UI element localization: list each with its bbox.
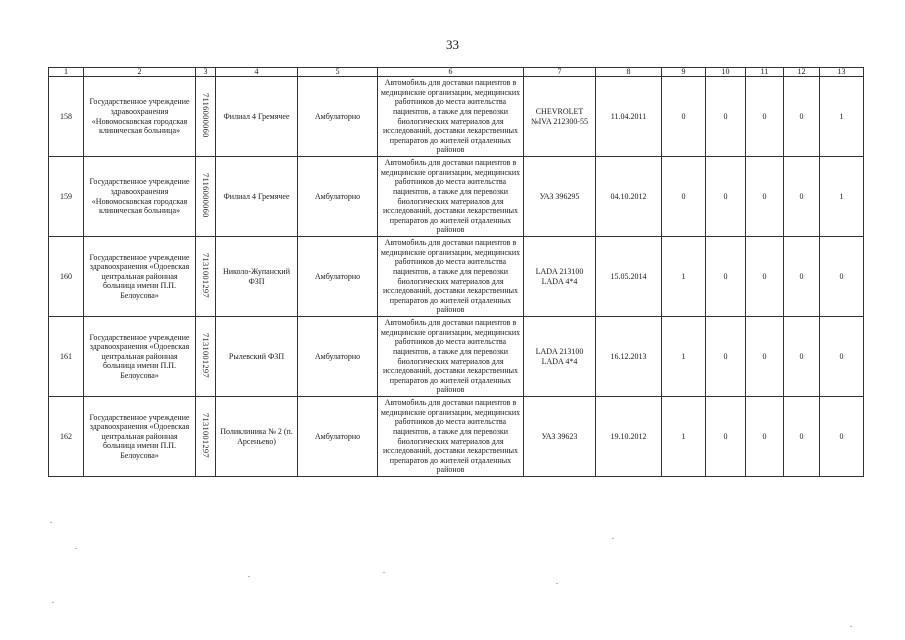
care-type: Амбулаторно bbox=[298, 397, 378, 477]
registration-date: 15.05.2014 bbox=[596, 237, 662, 317]
column-header: 10 bbox=[706, 68, 746, 77]
organization-name: Государственное учреждение здравоохранения «Новомосковская городская клиническая больница» bbox=[84, 157, 196, 237]
count-cell: 0 bbox=[820, 397, 864, 477]
column-header: 2 bbox=[84, 68, 196, 77]
table-row bbox=[49, 237, 864, 317]
column-header: 9 bbox=[662, 68, 706, 77]
count-cell: 0 bbox=[706, 397, 746, 477]
scan-speck bbox=[850, 626, 852, 627]
vehicle-model: LADA 213100 LADA 4*4 bbox=[524, 317, 596, 397]
count-cell: 0 bbox=[784, 397, 820, 477]
scan-speck bbox=[383, 572, 385, 573]
branch-name: Рылевский ФЗП bbox=[216, 317, 298, 397]
scan-speck bbox=[50, 522, 52, 523]
vehicle-purpose: Автомобиль для доставки пациентов в медицинские организации, медицинских работников до места жительства пациентов, а также для перевозки биологических материалов для исследований, доставки лекарственных препаратов до жителей отдаленных районов bbox=[378, 237, 524, 317]
branch-name: Филиал 4 Гремячее bbox=[216, 77, 298, 157]
scan-speck bbox=[75, 548, 77, 549]
vehicle-purpose: Автомобиль для доставки пациентов в медицинские организации, медицинских работников до места жительства пациентов, а также для перевозки биологических материалов для исследований, доставки лекарственных препаратов до жителей отдаленных районов bbox=[378, 397, 524, 477]
count-cell: 1 bbox=[662, 317, 706, 397]
branch-name: Николо-Жупанский ФЗП bbox=[216, 237, 298, 317]
column-header: 11 bbox=[746, 68, 784, 77]
vehicle-model: CHEVROLET №IVA 212300-55 bbox=[524, 77, 596, 157]
count-cell: 0 bbox=[662, 157, 706, 237]
inn-cell bbox=[196, 397, 216, 477]
organization-name: Государственное учреждение здравоохранения «Одоевская центральная районная больница имени П.П. Белоусова» bbox=[84, 317, 196, 397]
count-cell: 1 bbox=[662, 237, 706, 317]
column-header: 6 bbox=[378, 68, 524, 77]
registration-date: 16.12.2013 bbox=[596, 317, 662, 397]
inn-number: 7116000060 bbox=[201, 92, 210, 138]
count-cell: 1 bbox=[820, 77, 864, 157]
vehicle-purpose: Автомобиль для доставки пациентов в медицинские организации, медицинских работников до места жительства пациентов, а также для перевозки биологических материалов для исследований, доставки лекарственных препаратов до жителей отдаленных районов bbox=[378, 77, 524, 157]
count-cell: 0 bbox=[784, 77, 820, 157]
column-header: 8 bbox=[596, 68, 662, 77]
count-cell: 0 bbox=[784, 237, 820, 317]
vehicle-model: УАЗ 39623 bbox=[524, 397, 596, 477]
page-number: 33 bbox=[446, 37, 459, 52]
column-header: 12 bbox=[784, 68, 820, 77]
organization-name: Государственное учреждение здравоохранения «Одоевская центральная районная больница имени П.П. Белоусова» bbox=[84, 237, 196, 317]
vehicle-model: УАЗ 396295 bbox=[524, 157, 596, 237]
table-row bbox=[49, 157, 864, 237]
count-cell: 1 bbox=[820, 157, 864, 237]
inn-cell bbox=[196, 77, 216, 157]
count-cell: 0 bbox=[746, 317, 784, 397]
column-header: 5 bbox=[298, 68, 378, 77]
count-cell: 0 bbox=[746, 237, 784, 317]
inn-cell bbox=[196, 237, 216, 317]
vehicle-purpose: Автомобиль для доставки пациентов в медицинские организации, медицинских работников до места жительства пациентов, а также для перевозки биологических материалов для исследований, доставки лекарственных препаратов до жителей отдаленных районов bbox=[378, 157, 524, 237]
table-row bbox=[49, 317, 864, 397]
inn-number: 7131001297 bbox=[201, 412, 210, 458]
count-cell: 0 bbox=[746, 157, 784, 237]
row-number: 158 bbox=[49, 77, 84, 157]
registration-date: 04.10.2012 bbox=[596, 157, 662, 237]
count-cell: 0 bbox=[784, 157, 820, 237]
table-row bbox=[49, 77, 864, 157]
count-cell: 0 bbox=[706, 157, 746, 237]
count-cell: 0 bbox=[784, 317, 820, 397]
inn-cell bbox=[196, 157, 216, 237]
column-header: 13 bbox=[820, 68, 864, 77]
count-cell: 0 bbox=[820, 317, 864, 397]
branch-name: Поликлиника № 2 (п. Арсеньево) bbox=[216, 397, 298, 477]
row-number: 161 bbox=[49, 317, 84, 397]
column-header: 3 bbox=[196, 68, 216, 77]
scan-speck bbox=[248, 576, 250, 577]
vehicle-model: LADA 213100 LADA 4*4 bbox=[524, 237, 596, 317]
count-cell: 0 bbox=[706, 237, 746, 317]
branch-name: Филиал 4 Гремячее bbox=[216, 157, 298, 237]
care-type: Амбулаторно bbox=[298, 317, 378, 397]
registration-date: 11.04.2011 bbox=[596, 77, 662, 157]
inn-cell bbox=[196, 317, 216, 397]
inn-number: 7131001297 bbox=[201, 332, 210, 378]
organization-name: Государственное учреждение здравоохранения «Одоевская центральная районная больница имени П.П. Белоусова» bbox=[84, 397, 196, 477]
column-header: 7 bbox=[524, 68, 596, 77]
registration-date: 19.10.2012 bbox=[596, 397, 662, 477]
row-number: 159 bbox=[49, 157, 84, 237]
count-cell: 0 bbox=[706, 317, 746, 397]
column-header: 1 bbox=[49, 68, 84, 77]
scan-speck bbox=[556, 583, 558, 584]
table-row bbox=[49, 397, 864, 477]
count-cell: 0 bbox=[706, 77, 746, 157]
count-cell: 0 bbox=[820, 237, 864, 317]
scan-speck bbox=[612, 538, 614, 539]
care-type: Амбулаторно bbox=[298, 237, 378, 317]
care-type: Амбулаторно bbox=[298, 77, 378, 157]
scan-speck bbox=[52, 602, 54, 603]
row-number: 162 bbox=[49, 397, 84, 477]
count-cell: 1 bbox=[662, 397, 706, 477]
column-number-row bbox=[49, 68, 864, 77]
care-type: Амбулаторно bbox=[298, 157, 378, 237]
inn-number: 7131001297 bbox=[201, 252, 210, 298]
column-header: 4 bbox=[216, 68, 298, 77]
count-cell: 0 bbox=[662, 77, 706, 157]
inn-number: 7116000060 bbox=[201, 172, 210, 218]
vehicle-registry-table bbox=[48, 67, 864, 477]
count-cell: 0 bbox=[746, 397, 784, 477]
vehicle-purpose: Автомобиль для доставки пациентов в медицинские организации, медицинских работников до места жительства пациентов, а также для перевозки биологических материалов для исследований, доставки лекарственных препаратов до жителей отдаленных районов bbox=[378, 317, 524, 397]
row-number: 160 bbox=[49, 237, 84, 317]
organization-name: Государственное учреждение здравоохранения «Новомосковская городская клиническая больница» bbox=[84, 77, 196, 157]
count-cell: 0 bbox=[746, 77, 784, 157]
